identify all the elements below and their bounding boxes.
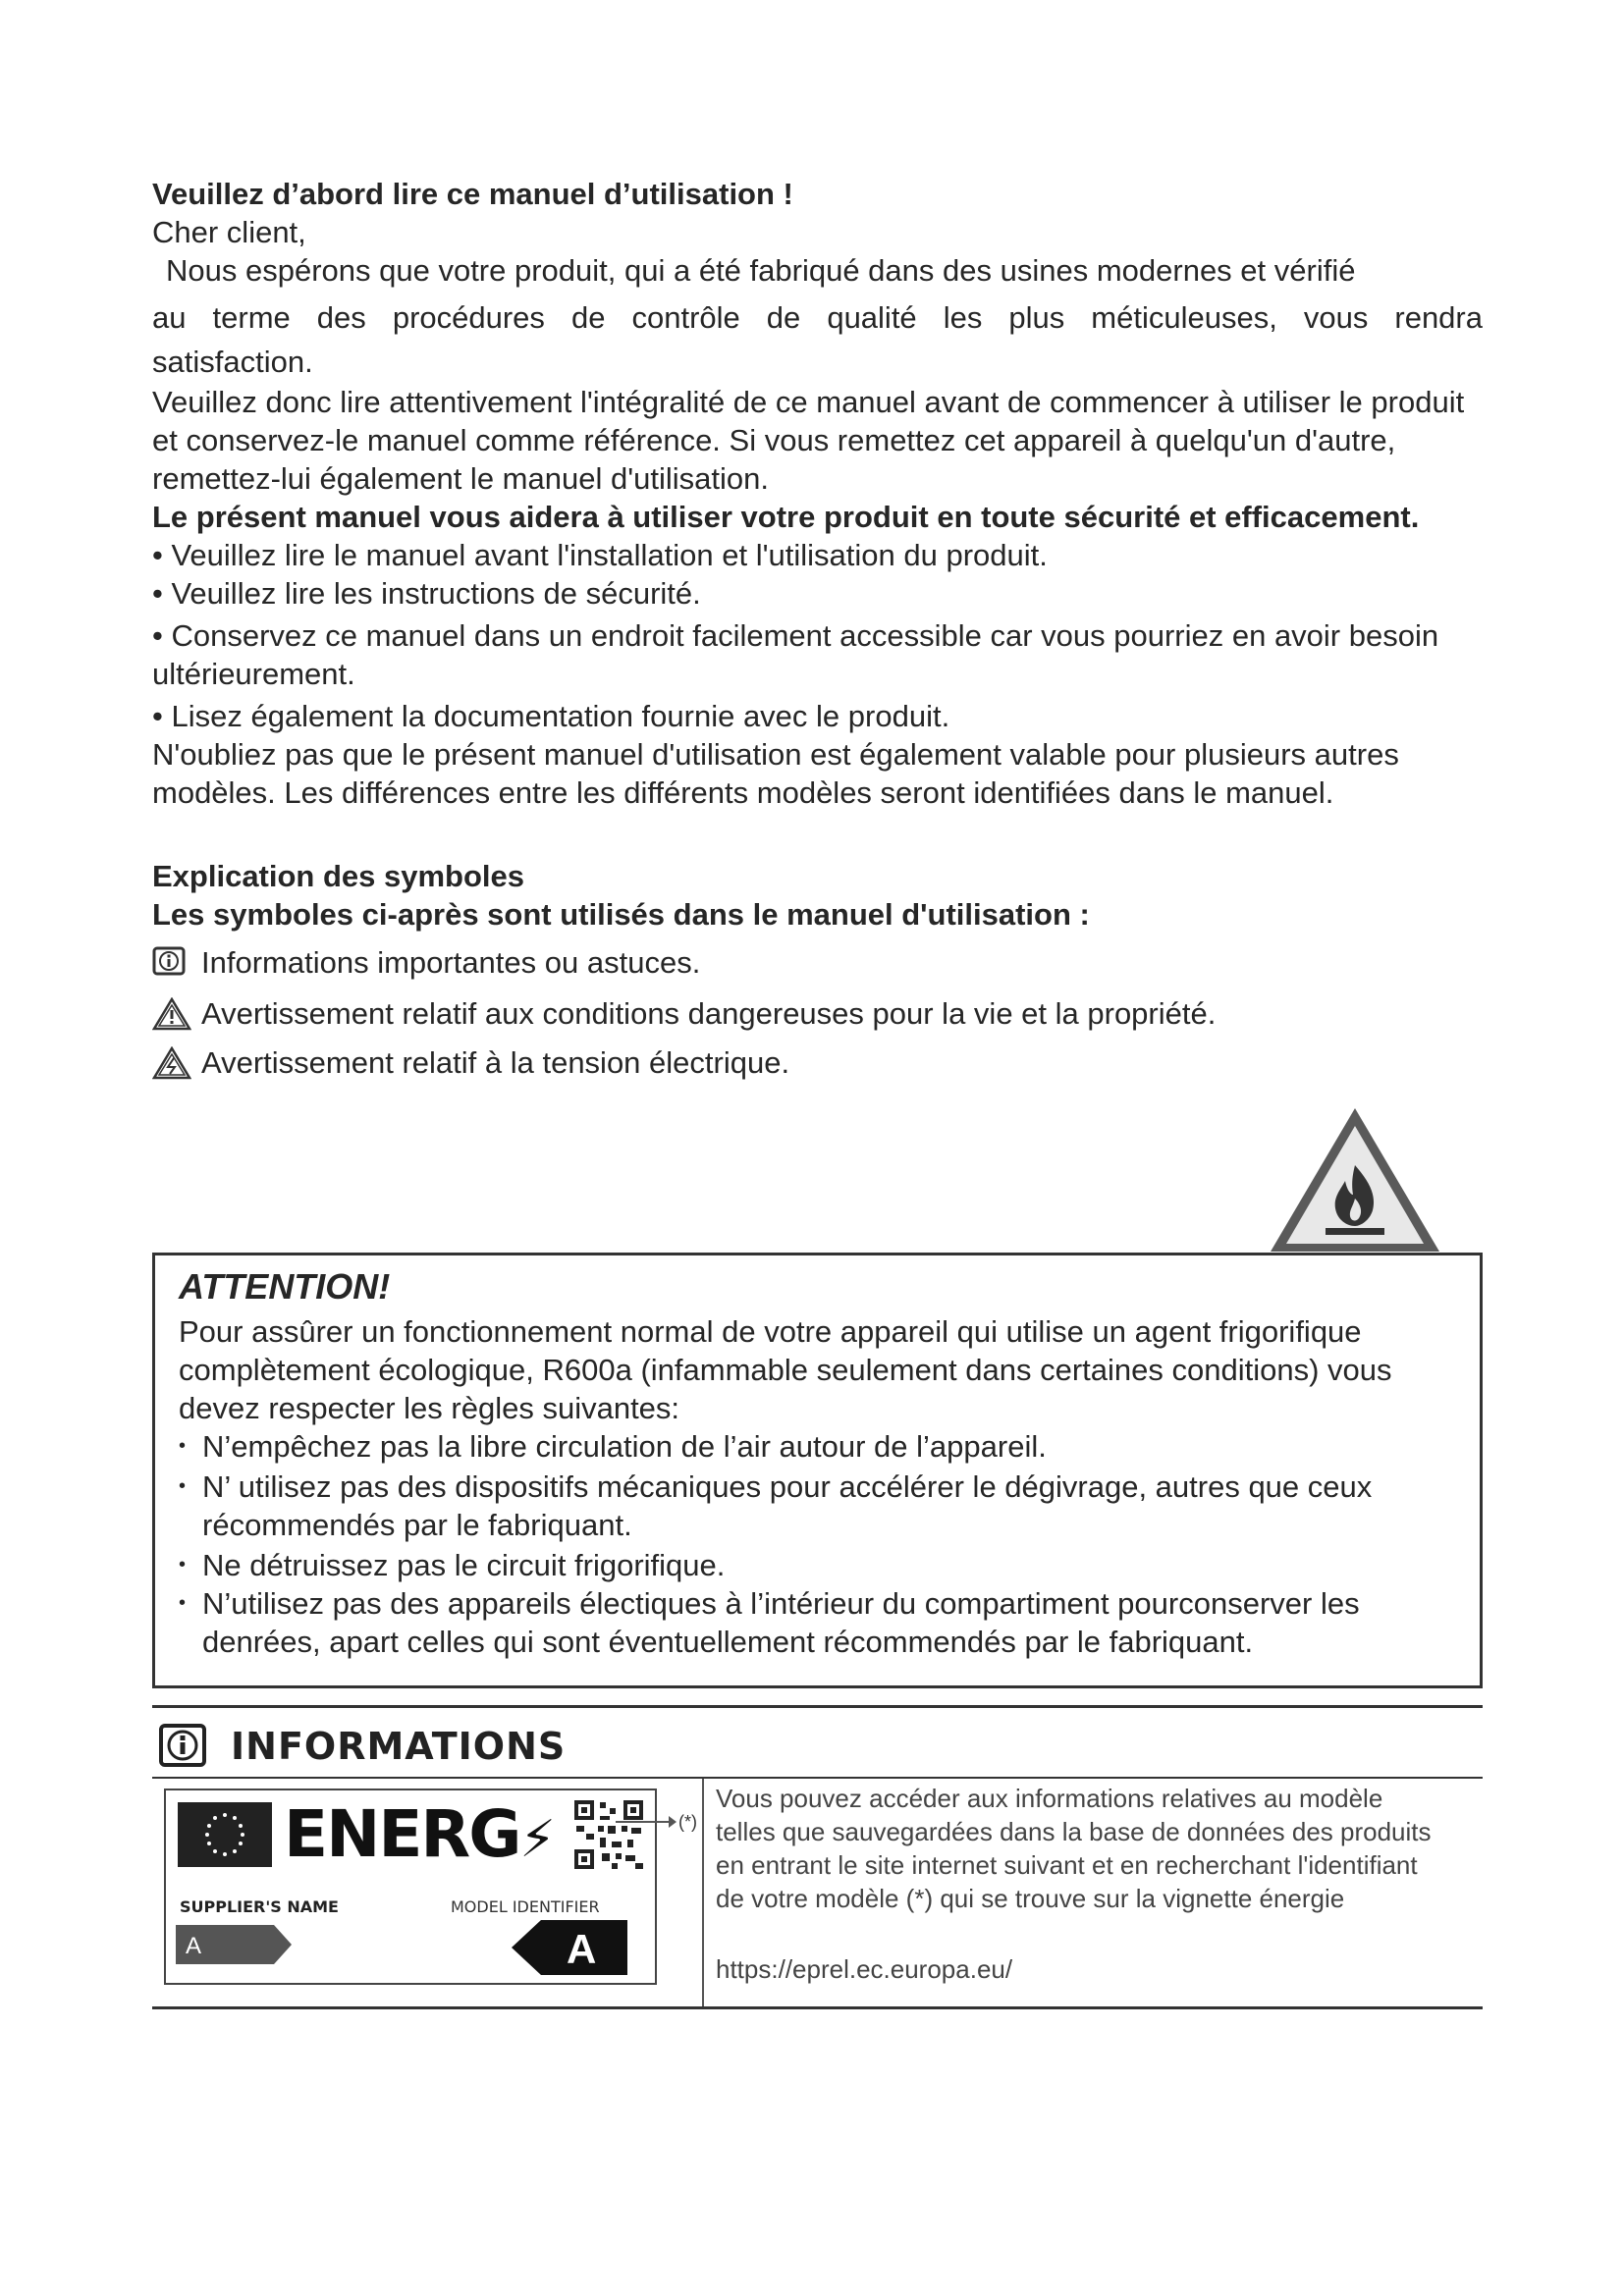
attention-box	[152, 1253, 1483, 1688]
pointer-arrowhead	[669, 1816, 677, 1828]
column-divider	[702, 1779, 704, 2006]
intro-line-1: Nous espérons que votre produit, qui a été fabriqué dans des usines modernes et vérifié	[166, 253, 1356, 288]
model-identifier-label: MODEL IDENTIFIER	[451, 1897, 600, 1916]
attention-item: • N’utilisez pas des appareils électiques à l’intérieur du compartiment pourconserver les denrées, apart celles qui sont éventuellement récommendés par le fabriquant.	[179, 1586, 1360, 1659]
intro-line-3: satisfaction.	[152, 345, 313, 379]
informations-title: INFORMATIONS	[231, 1725, 567, 1768]
class-small-text: A	[186, 1933, 202, 1959]
attention-item: • N’empêchez pas la libre circulation de l’air autour de l’appareil.	[179, 1429, 1047, 1464]
bullet-2: • Veuillez lire les instructions de sécurité.	[152, 576, 701, 611]
efficiency-class-arrow	[512, 1920, 629, 1980]
attention-intro: Pour assûrer un fonctionnement normal de votre appareil qui utilise un agent frigorifique complètement écologique, R600a (infammable seulement dans certaines conditions) vous devez respecter les règles suivantes:	[179, 1314, 1392, 1425]
eu-flag-icon	[178, 1802, 272, 1867]
energy-logo: ENERG⚡	[284, 1796, 554, 1872]
energy-label-sample	[164, 1789, 657, 1985]
attention-list	[179, 1427, 1456, 1661]
intro-paragraph-2: Veuillez donc lire attentivement l'intégralité de ce manuel avant de commencer à utiliser le produit et conservez-le manuel comme référence. Si vous remettez cet appareil à quelqu'un d'autre, remettez-lui également le manuel d'utilisation.	[152, 385, 1465, 496]
attention-title: ATTENTION!	[179, 1266, 391, 1307]
attention-item: • Ne détruissez pas le circuit frigorifique.	[179, 1548, 726, 1582]
supplier-name-label: SUPPLIER'S NAME	[180, 1897, 339, 1916]
eprel-url[interactable]: https://eprel.ec.europa.eu/	[716, 1954, 1013, 1984]
warning-icon	[152, 997, 191, 1040]
symbol-info-text: Informations importantes ou astuces.	[201, 945, 701, 980]
symbol-electric-text: Avertissement relatif à la tension électrique.	[201, 1045, 790, 1080]
electric-warning-icon	[152, 1046, 191, 1089]
model-marker: (*)	[678, 1812, 697, 1832]
info-icon	[152, 946, 186, 985]
symbol-row-electric	[152, 1043, 1483, 1082]
bullet-1: • Veuillez lire le manuel avant l'installation et l'utilisation du produit.	[152, 538, 1048, 572]
symbols-title: Explication des symboles	[152, 859, 525, 893]
intro-line-2: au terme des procédures de contrôle de qualité les plus méticuleuses, vous rendra	[152, 300, 1483, 335]
models-note: N'oubliez pas que le présent manuel d'utilisation est également valable pour plusieurs autres modèles. Les différences entre les différents modèles seront identifiées dans le manuel.	[152, 737, 1399, 810]
page-heading: Veuillez d’abord lire ce manuel d’utilisation !	[152, 177, 793, 211]
flammable-warning-icon	[1267, 1104, 1443, 1261]
divider	[152, 1705, 1483, 1708]
bullet-3: • Conservez ce manuel dans un endroit facilement accessible car vous pourriez en avoir besoin ultérieurement.	[152, 618, 1439, 691]
symbol-row-warning	[152, 994, 1483, 1033]
greeting: Cher client,	[152, 215, 306, 249]
bullet-4: • Lisez également la documentation fournie avec le produit.	[152, 699, 950, 733]
manual-page	[152, 175, 1483, 1082]
divider	[152, 1777, 1483, 1779]
informations-section	[152, 1705, 1483, 2009]
attention-item: • N’ utilisez pas des dispositifs mécaniques pour accélérer le dégivrage, autres que ceux récommendés par le fabriquant.	[179, 1469, 1373, 1542]
class-big-text: A	[567, 1926, 597, 1972]
divider	[152, 2006, 1483, 2009]
info-icon	[158, 1723, 207, 1773]
symbol-row-info	[152, 943, 1483, 982]
symbols-subtitle: Les symboles ci-après sont utilisés dans le manuel d'utilisation :	[152, 897, 1090, 932]
safety-note: Le présent manuel vous aidera à utiliser votre produit en toute sécurité et efficacement.	[152, 500, 1420, 534]
eprel-description: Vous pouvez accéder aux informations relatives au modèle telles que sauvegardées dans la base de données des produits en entrant le site internet suivant et en recherchant l'identifiant de votre modèle (*) qui se trouve sur la vignette énergie	[716, 1784, 1432, 1913]
efficiency-scale-arrow	[176, 1925, 294, 1969]
symbol-warning-text: Avertissement relatif aux conditions dangereuses pour la vie et la propriété.	[201, 996, 1217, 1031]
pointer-line	[616, 1821, 673, 1823]
qr-code-icon	[572, 1798, 645, 1876]
